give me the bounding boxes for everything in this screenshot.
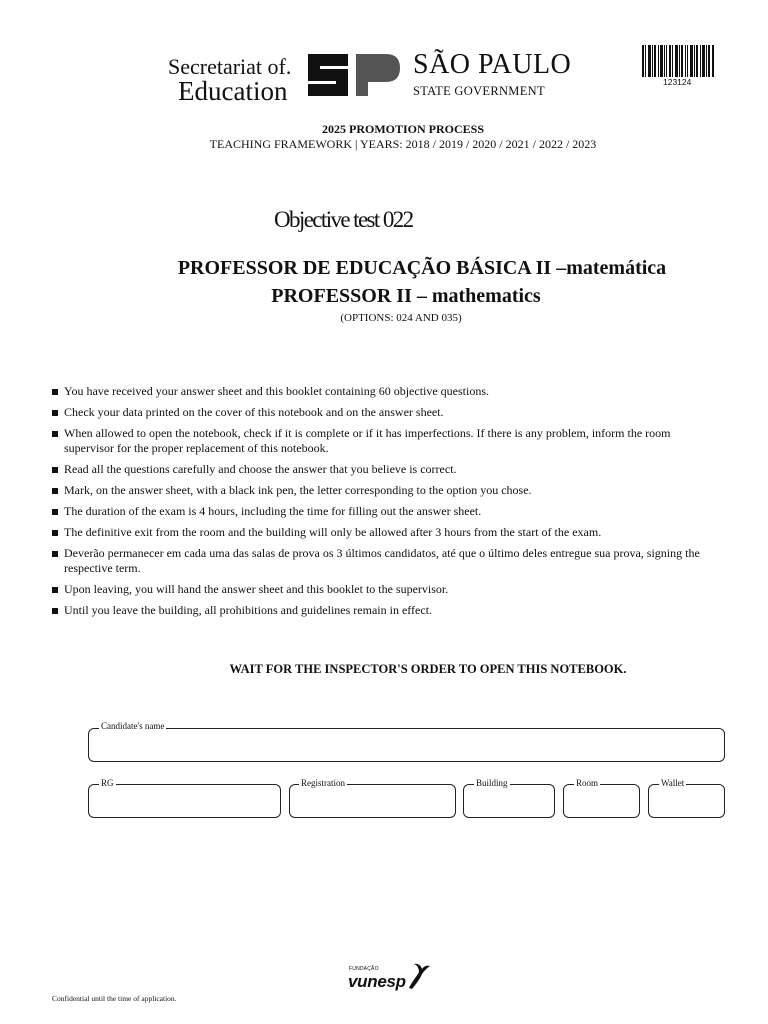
vunesp-logo-text: vunesp [348,972,406,991]
barcode-number: 123124 [663,77,692,87]
building-field[interactable] [463,784,555,818]
process-title: 2025 PROMOTION PROCESS [321,122,484,136]
instruction-item: Upon leaving, you will hand the answer sheet and this booklet to the supervisor. [52,582,712,597]
process-framework: TEACHING FRAMEWORK | YEARS: 2018 / 2019 / 2020 / 2021 / 2022 / 2023 [209,137,597,151]
instruction-item: Check your data printed on the cover of this notebook and on the answer sheet. [52,405,712,420]
state-government: STATE GOVERNMENT [413,84,545,98]
candidate-name-label: Candidate's name [101,721,165,731]
registration-field[interactable] [289,784,456,818]
instruction-item: When allowed to open the notebook, check if it is complete or if it has imperfections. If there is any problem, inform the room supervisor for the proper replacement of this notebook. [52,426,712,456]
building-label: Building [476,778,508,788]
secretariat-line-1: Secretariat of. [168,54,292,79]
secretariat-line-2: Education [178,76,288,106]
vunesp-leaf-icon [407,962,431,990]
fundacao-label: FUNDAÇÃO [349,966,379,972]
instruction-item: You have received your answer sheet and this booklet containing 60 objective questions. [52,384,712,399]
state-name: SÃO PAULO [413,49,572,80]
wallet-label: Wallet [661,778,685,788]
confidential-note: Confidential until the time of application. [52,994,177,1003]
title-portuguese: PROFESSOR DE EDUCAÇÃO BÁSICA II –matemática [177,257,667,279]
barcode-icon [642,45,714,77]
instructions-list [52,384,712,624]
room-field[interactable] [563,784,640,818]
test-options: (OPTIONS: 024 AND 035) [340,312,462,324]
instruction-item: Mark, on the answer sheet, with a black ink pen, the letter corresponding to the option you chose. [52,483,712,498]
room-label: Room [576,778,599,788]
registration-label: Registration [301,778,345,788]
wallet-field[interactable] [648,784,725,818]
instruction-item: The definitive exit from the room and the building will only be allowed after 3 hours from the start of the exam. [52,525,712,540]
sp-logo-icon [304,52,400,98]
instruction-item: Deverão permanecer em cada uma das salas de prova os 3 últimos candidatos, até que o último deles entregue sua prova, signing the respective term. [52,546,712,576]
title-english: PROFESSOR II – mathematics [271,285,541,307]
test-name: Objective test 022 [274,207,413,232]
instruction-item: Read all the questions carefully and choose the answer that you believe is correct. [52,462,712,477]
instruction-item: The duration of the exam is 4 hours, including the time for filling out the answer sheet. [52,504,712,519]
wait-notice: WAIT FOR THE INSPECTOR'S ORDER TO OPEN THIS NOTEBOOK. [229,662,627,676]
rg-field[interactable] [88,784,281,818]
rg-label: RG [101,778,114,788]
candidate-name-field[interactable] [88,728,725,762]
instruction-item: Until you leave the building, all prohibitions and guidelines remain in effect. [52,603,712,618]
